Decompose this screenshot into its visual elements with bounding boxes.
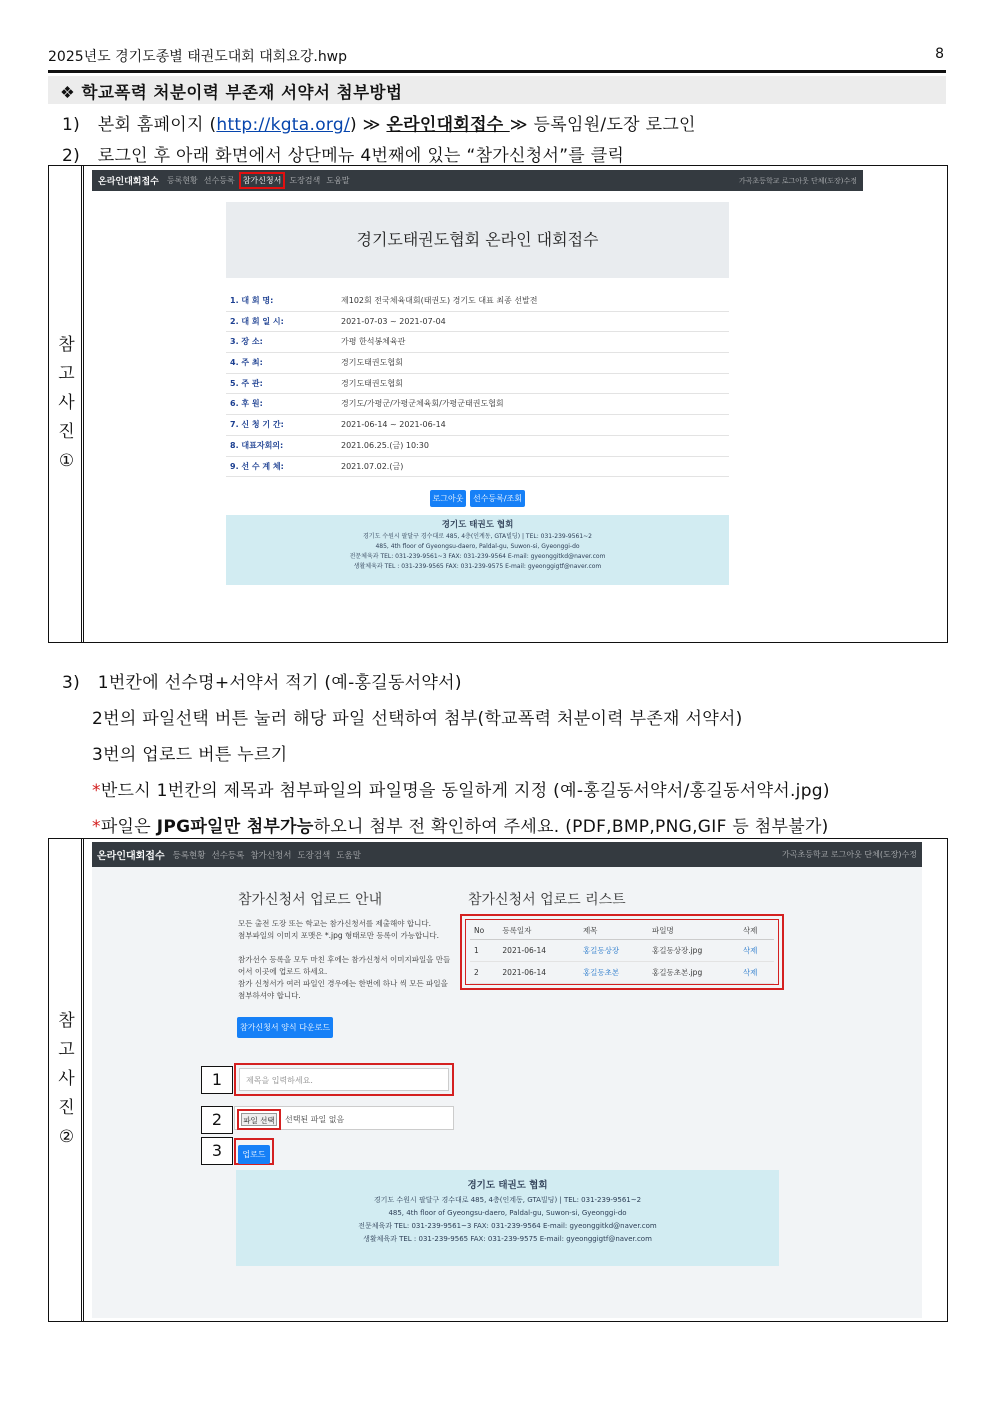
footer-line: 생활체육과 TEL : 031-239-9565 FAX: 031-239-9575 E-mail: gyeonggigtf@naver.com xyxy=(363,1235,652,1243)
upload-highlight xyxy=(234,1138,274,1165)
cell-no: 1 xyxy=(470,940,498,962)
event-info-row xyxy=(226,415,729,436)
info-key: 2. 대 회 일 시: xyxy=(230,316,284,326)
info-key: 5. 주 관: xyxy=(230,378,263,388)
step-2 xyxy=(62,141,624,166)
navbar xyxy=(92,842,922,867)
reference-photo-2-label xyxy=(49,839,84,1321)
label-char: 참 xyxy=(58,1011,75,1031)
label-char: 진 xyxy=(58,422,75,442)
event-info-row xyxy=(226,332,729,353)
upload-guide-title: 참가신청서 업로드 안내 xyxy=(238,892,383,908)
file-status: 선택된 파일 없음 xyxy=(285,1115,345,1124)
info-value: 경기도태권도협회 xyxy=(341,358,403,368)
note-2-bold: JPG파일만 첨부가능 xyxy=(156,817,314,837)
label-char: 사 xyxy=(58,1069,75,1089)
upload-list-highlight xyxy=(460,914,784,990)
nav-account[interactable]: 가곡초등학교 로그아웃 단체(도장)수정 xyxy=(782,850,917,859)
online-entry-link[interactable]: 온라인대회접수 xyxy=(386,115,510,135)
page-number: 8 xyxy=(935,46,944,62)
step-3-number: 3) xyxy=(62,673,81,693)
step-number-box-3: 3 xyxy=(201,1137,233,1165)
guide-line: 참가선수 등록을 모두 마친 후에는 참가신청서 이미지파일을 만들 xyxy=(238,955,451,964)
footer-line: 경기도 수원시 팔달구 경수대로 485, 4층(인계동, GTA빌딩) | TEL: 031-239-9561~2 xyxy=(363,533,592,540)
info-value: 2021-07-03 ~ 2021-07-04 xyxy=(341,316,446,326)
note-2-text-b: 하오니 첨부 전 확인하여 주세요. (PDF,BMP,PNG,GIF 등 첨부불가) xyxy=(313,817,829,837)
step-1-text-b: ) ≫ xyxy=(350,115,387,135)
nav-player-registration[interactable]: 선수등록 xyxy=(203,176,235,185)
cell-date: 2021-06-14 xyxy=(498,940,579,962)
info-key: 8. 대표자회의: xyxy=(230,440,284,450)
upload-guide-paragraph-1 xyxy=(238,918,454,942)
table-row xyxy=(470,962,774,984)
nav-dojang-search[interactable]: 도장검색 xyxy=(289,176,321,185)
note-asterisk: * xyxy=(92,817,101,837)
cell-title-link[interactable]: 홍길동상장 xyxy=(579,940,648,962)
footer-line: 전문체육과 TEL: 031-239-9561~3 FAX: 031-239-9564 E-mail: gyeonggitkd@naver.com xyxy=(349,553,606,560)
cell-filename: 홍길동상장.jpg xyxy=(648,940,739,962)
info-value: 2021-06-14 ~ 2021-06-14 xyxy=(341,420,446,430)
label-char: ② xyxy=(58,1127,75,1147)
footer-title: 경기도 태권도 협회 xyxy=(467,1180,548,1191)
footer-line: 생활체육과 TEL : 031-239-9565 FAX: 031-239-9575 E-mail: gyeonggigtf@naver.com xyxy=(353,563,602,570)
file-input-row xyxy=(234,1106,454,1130)
table-header-row xyxy=(470,922,774,940)
step-number-box-1: 1 xyxy=(201,1066,233,1094)
footer-line: 전문체육과 TEL: 031-239-9561~3 FAX: 031-239-9564 E-mail: gyeonggitkd@naver.com xyxy=(358,1222,657,1230)
info-value: 2021.07.02.(금) xyxy=(341,461,404,471)
upload-list-title: 참가신청서 업로드 리스트 xyxy=(468,892,626,908)
homepage-link[interactable]: http://kgta.org/ xyxy=(216,115,351,135)
guide-line: 어서 이곳에 업로드 하세요. xyxy=(238,967,328,976)
guide-line: 모든 출전 도장 또는 학교는 참가신청서를 제출해야 합니다. xyxy=(238,919,431,928)
footer-title: 경기도 태권도 협회 xyxy=(441,520,514,530)
label-char: 사 xyxy=(58,393,75,413)
column-header: 제목 xyxy=(579,922,648,940)
footer-line: 485, 4th floor of Gyeongsu-daero, Paldal-gu, Suwon-si, Gyeonggi-do xyxy=(375,543,580,550)
upload-list-table xyxy=(470,922,774,984)
note-asterisk: * xyxy=(92,781,101,801)
nav-dojang-search[interactable]: 도장검색 xyxy=(297,850,331,861)
reference-photo-1-label xyxy=(49,166,84,642)
file-select-highlight xyxy=(237,1109,281,1130)
label-char: 참 xyxy=(58,335,75,355)
step-3-line-1: 1번칸에 선수명+서약서 적기 (예-홍길동서약서) xyxy=(97,673,462,693)
event-info-row xyxy=(226,312,729,333)
label-char: 고 xyxy=(58,364,75,384)
upload-button[interactable]: 업로드 xyxy=(238,1145,270,1164)
navbar-brand[interactable]: 온라인대회접수 xyxy=(98,177,159,187)
nav-application-form[interactable]: 참가신청서 xyxy=(250,850,292,861)
nav-registration-status[interactable]: 등록현황 xyxy=(166,176,198,185)
label-char: 진 xyxy=(58,1098,75,1118)
association-footer xyxy=(236,1170,779,1266)
cell-no: 2 xyxy=(470,962,498,984)
section-title: ❖ 학교폭력 처분이력 부존재 서약서 첨부방법 xyxy=(48,76,946,104)
step-3-note-1 xyxy=(92,776,830,801)
step-3-line-2: 2번의 파일선택 버튼 눌러 해당 파일 선택하여 첨부(학교폭력 처분이력 부존재 서약서) xyxy=(92,709,743,729)
nav-player-registration[interactable]: 선수등록 xyxy=(211,850,245,861)
cell-date: 2021-06-14 xyxy=(498,962,579,984)
footer-line: 485, 4th floor of Gyeongsu-daero, Paldal-gu, Suwon-si, Gyeonggi-do xyxy=(388,1209,627,1217)
file-select-button[interactable]: 파일 선택 xyxy=(241,1113,277,1126)
column-header: No xyxy=(470,922,498,940)
column-header: 파일명 xyxy=(648,922,739,940)
cell-title-link[interactable]: 홍길동초본 xyxy=(579,962,648,984)
navbar-brand[interactable]: 온라인대회접수 xyxy=(97,851,165,862)
delete-link[interactable]: 삭제 xyxy=(739,962,774,984)
step-1-number: 1) xyxy=(62,115,81,135)
info-key: 9. 선 수 계 체: xyxy=(230,461,284,471)
step-number-box-2: 2 xyxy=(201,1106,233,1134)
event-info-row xyxy=(226,394,729,415)
event-info-row xyxy=(226,353,729,374)
step-1 xyxy=(62,110,696,135)
step-3-line-3: 3번의 업로드 버튼 누르기 xyxy=(92,745,288,765)
footer-line: 경기도 수원시 팔달구 경수대로 485, 4층(인계동, GTA빌딩) | TEL: 031-239-9561~2 xyxy=(373,1196,642,1204)
info-key: 7. 신 청 기 간: xyxy=(230,420,284,430)
guide-line: 첨부하셔야 합니다. xyxy=(238,991,301,1000)
upload-guide-paragraph-2 xyxy=(238,954,454,1002)
player-register-button[interactable]: 선수등록/조회 xyxy=(470,490,525,507)
note-1-text: 반드시 1번칸의 제목과 첨부파일의 파일명을 동일하게 지정 (예-홍길동서약서/홍길동서약서.jpg) xyxy=(100,781,830,801)
guide-line: 참가 신청서가 여러 파일인 경우에는 한번에 하나 씩 모든 파일을 xyxy=(238,979,448,988)
step-2-number: 2) xyxy=(62,146,81,166)
event-info-row xyxy=(226,374,729,395)
step-3-note-2 xyxy=(92,812,829,837)
event-info-row xyxy=(226,457,729,478)
association-footer xyxy=(226,515,729,585)
jumbotron-title: 경기도태권도협회 온라인 대회접수 xyxy=(226,202,729,278)
table-row xyxy=(470,940,774,962)
nav-registration-status[interactable]: 등록현황 xyxy=(172,850,206,861)
info-key: 6. 후 원: xyxy=(230,399,263,409)
column-header: 삭제 xyxy=(739,922,774,940)
step-1-text-c: ≫ 등록임원/도장 로그인 xyxy=(509,115,696,135)
info-value: 경기도/가평군/가평군체육회/가평군태권도협회 xyxy=(341,399,504,409)
document-title: 2025년도 경기도종별 태권도대회 대회요강.hwp xyxy=(48,49,348,65)
info-value: 가평 한석봉체육관 xyxy=(341,337,406,347)
event-info-row xyxy=(226,291,729,312)
nav-application-form[interactable]: 참가신청서 xyxy=(242,176,282,185)
title-input-highlight xyxy=(234,1063,454,1096)
header-rule xyxy=(48,70,946,73)
info-key: 4. 주 최: xyxy=(230,358,263,368)
info-key: 1. 대 회 명: xyxy=(230,296,274,305)
step-2-text: 로그인 후 아래 화면에서 상단메뉴 4번째에 있는 “참가신청서”를 클릭 xyxy=(97,146,625,166)
title-input[interactable]: 제목을 입력하세요. xyxy=(239,1068,449,1091)
info-value: 2021.06.25.(금) 10:30 xyxy=(341,440,429,450)
delete-link[interactable]: 삭제 xyxy=(739,940,774,962)
note-2-text-a: 파일은 xyxy=(100,817,157,837)
step-3 xyxy=(62,668,462,693)
nav-help[interactable]: 도움말 xyxy=(336,850,361,861)
download-form-button[interactable]: 참가신청서 양식 다운로드 xyxy=(237,1017,333,1038)
guide-line: 첨부파일의 이미지 포맷은 *.jpg 형태로만 등록이 가능합니다. xyxy=(238,931,440,940)
event-info-list xyxy=(226,291,729,477)
nav-account[interactable]: 가곡초등학교 로그아웃 단체(도장)수정 xyxy=(738,176,857,185)
upload-list-inner xyxy=(465,919,779,985)
info-value: 경기도태권도협회 xyxy=(341,378,403,388)
event-info-row xyxy=(226,436,729,457)
label-char: ① xyxy=(58,451,75,471)
info-value: 제102회 전국체육대회(태권도) 경기도 대표 최종 선발전 xyxy=(341,296,538,305)
step-1-text-a: 본회 홈페이지 ( xyxy=(97,115,217,135)
cell-filename: 홍길동초본.jpg xyxy=(648,962,739,984)
screenshot-online-entry-main xyxy=(92,170,863,640)
info-key: 3. 장 소: xyxy=(230,337,263,347)
label-char: 고 xyxy=(58,1040,75,1060)
navbar xyxy=(92,170,863,191)
nav-help[interactable]: 도움말 xyxy=(326,176,350,185)
logout-button[interactable]: 로그아웃 xyxy=(430,490,466,507)
column-header: 등록일자 xyxy=(498,922,579,940)
